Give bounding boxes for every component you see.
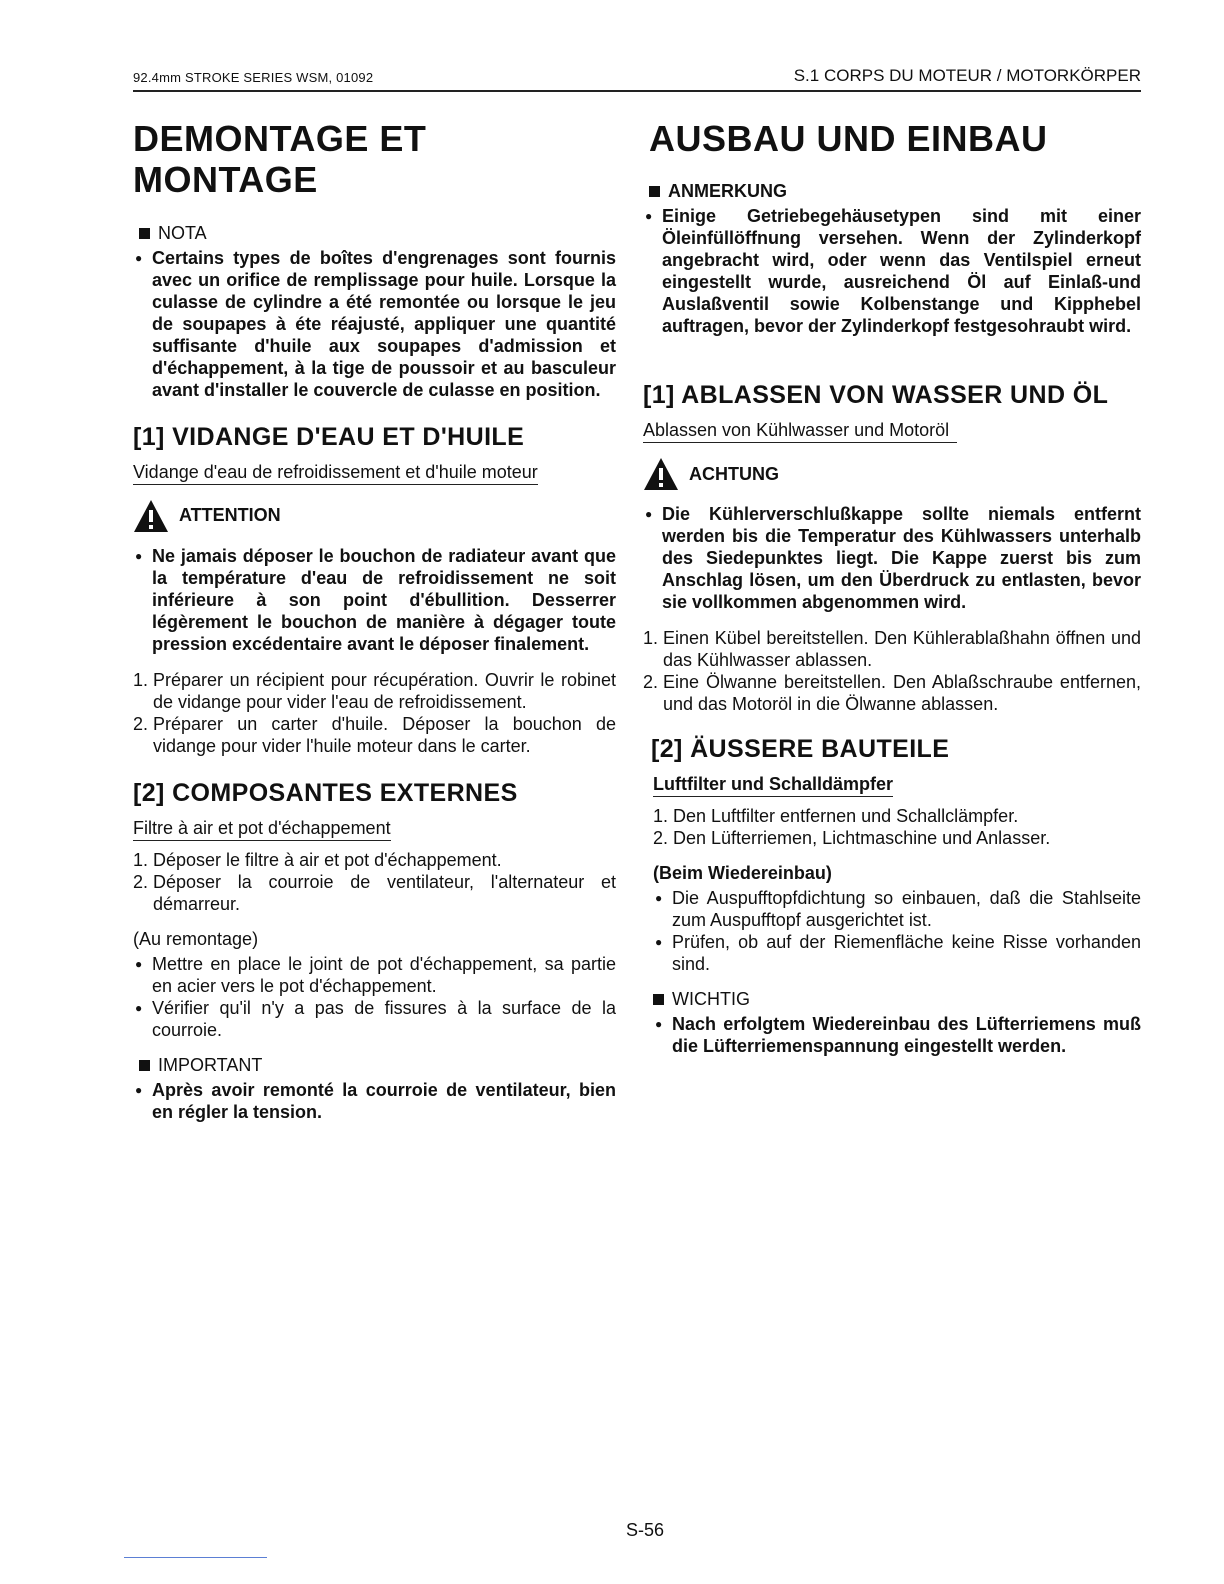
step-item: 2. Den Lüfterriemen, Lichtmaschine und Anlasser.: [653, 828, 1051, 849]
list-item: ● Vérifier qu'il n'y a pas de fissures à la surface de la courroie.: [133, 997, 616, 1041]
section2-subhead-de: Luftfilter und Schalldämpfer: [653, 774, 893, 797]
header-section: S.1 CORPS DU MOTEUR / MOTORKÖRPER: [793, 66, 1141, 85]
note-text-de: ● Einige Getriebegehäusetypen sind mit einer Öleinfüllöffnung versehen. Wenn der Zylinderkopf angebracht wird, oder wenn das Ventilspiel erneut eingestellt wurde, ausreichend Öl auf Einlaß-und Auslaßventil sowie Kolbenstange und Kipphebel auftragen, bevor der Zylinderkopf festgesohraubt wird.: [643, 205, 1141, 337]
section2-steps-fr: [133, 849, 616, 915]
attention-list-de: [643, 503, 1141, 613]
important-label-de: WICHTIG: [647, 989, 1141, 1010]
list-item: ● Mettre en place le joint de pot d'échappement, sa partie en acier vers le pot d'échappement.: [133, 953, 616, 997]
square-bullet-icon: [649, 186, 660, 197]
attention-label-de: ACHTUNG: [643, 457, 1141, 491]
note-list-de: [643, 205, 1141, 337]
step-item: 1. Einen Kübel bereitstellen. Den Kühlerablaßhahn öffnen und das Kühlwasser ablassen.: [643, 628, 1141, 671]
note-label-de: ANMERKUNG: [643, 181, 1141, 202]
section1-title-fr: [1] VIDANGE D'EAU ET D'HUILE: [133, 422, 525, 451]
square-bullet-icon: [653, 994, 664, 1005]
step-item: 2. Préparer un carter d'huile. Déposer la bouchon de vidange pour vider l'huile moteur dans le carter.: [133, 713, 616, 756]
header-series: 92.4mm STROKE SERIES WSM, 01092: [133, 70, 374, 85]
section1-steps-fr: [133, 669, 616, 757]
warning-triangle-icon: [133, 499, 169, 533]
step-item: 1. Den Luftfilter entfernen und Schallclämpfer.: [653, 806, 1019, 827]
reassembly-label-de: (Beim Wiedereinbau): [653, 863, 832, 884]
decorative-underline: [124, 1557, 267, 1558]
page-title-fr: DEMONTAGE ET MONTAGE: [133, 118, 427, 201]
important-text-fr: ● Après avoir remonté la courroie de ventilateur, bien en régler la tension.: [133, 1079, 616, 1123]
reassembly-label-fr: (Au remontage): [133, 928, 259, 949]
section1-title-de: [1] ABLASSEN VON WASSER UND ÖL: [643, 381, 1109, 410]
section1-subhead-de: Ablassen von Kühlwasser und Motoröl: [643, 420, 957, 443]
step-item: 2. Déposer la courroie de ventilateur, l'alternateur et démarreur.: [133, 871, 616, 914]
square-bullet-icon: [139, 1060, 150, 1071]
attention-list-fr: [133, 545, 616, 655]
note-text-fr: ● Certains types de boîtes d'engrenages sont fournis avec un orifice de remplissage pour huile. Lorsque la culasse de cylindre a été remontée ou lorsque le jeu de soupapes à éte réajusté, appliquer une quantité suffisante d'huile aux soupapes d'admission et d'échappement, à la tige de poussoir et au basculeur avant d'installer le couvercle de culasse en position.: [133, 247, 616, 401]
list-item: ● Die Auspufftopfdichtung so einbauen, daß die Stahlseite zum Auspufftopf ausgerichtet ist.: [653, 887, 1141, 931]
section2-title-de: [2] ÄUSSERE BAUTEILE: [651, 735, 950, 764]
reassembly-list-de: [653, 887, 1141, 975]
german-column: [643, 118, 1141, 1057]
important-text-de: ● Nach erfolgtem Wiedereinbau des Lüfterriemens muß die Lüfterriemenspannung eingestellt werden.: [653, 1013, 1141, 1057]
section2-steps-de: [653, 805, 1141, 849]
french-column: [133, 118, 616, 1123]
list-item: ● Prüfen, ob auf der Riemenfläche keine Risse vorhanden sind.: [653, 931, 1141, 975]
step-item: 2. Eine Ölwanne bereitstellen. Den Ablaßschraube entfernen, und das Motoröl in die Ölwanne ablassen.: [643, 672, 1141, 715]
section2-subhead-fr: Filtre à air et pot d'échappement: [133, 818, 391, 841]
note-list-fr: [133, 247, 616, 401]
section1-subhead-fr: Vidange d'eau de refroidissement et d'huile moteur: [133, 462, 538, 485]
important-list-fr: [133, 1079, 616, 1123]
step-item: 1. Déposer le filtre à air et pot d'échappement.: [133, 849, 502, 870]
warning-triangle-icon: [643, 457, 679, 491]
attention-text-fr: ● Ne jamais déposer le bouchon de radiateur avant que la température d'eau de refroidissement ne soit inférieure à son point d'ébullition. Desserrer légèrement le bouchon de manière à dégager toute pression excédentaire avant le déposer finalement.: [133, 545, 616, 655]
attention-text-de: ● Die Kühlerverschlußkappe sollte niemals entfernt werden bis die Temperatur des Kühlwassers unterhalb des Siedepunktes liegt. Die Kappe zuerst bis zum Anschlag lösen, um den Überdruck zu entlasten, bevor sie vollkommen abgenommen wird.: [643, 503, 1141, 613]
section2-title-fr: [2] COMPOSANTES EXTERNES: [133, 778, 518, 807]
section1-steps-de: [643, 627, 1141, 715]
page-header: [133, 66, 1141, 92]
page-title-de: AUSBAU UND EINBAU: [649, 118, 1048, 159]
important-label-fr: IMPORTANT: [133, 1055, 616, 1076]
square-bullet-icon: [139, 228, 150, 239]
step-item: 1. Préparer un récipient pour récupération. Ouvrir le robinet de vidange pour vider l'eau de refroidissement.: [133, 669, 616, 712]
reassembly-list-fr: [133, 953, 616, 1041]
note-label-fr: NOTA: [133, 223, 616, 244]
important-list-de: [653, 1013, 1141, 1057]
page-number: S-56: [626, 1520, 665, 1540]
attention-label-fr: ATTENTION: [133, 499, 616, 533]
